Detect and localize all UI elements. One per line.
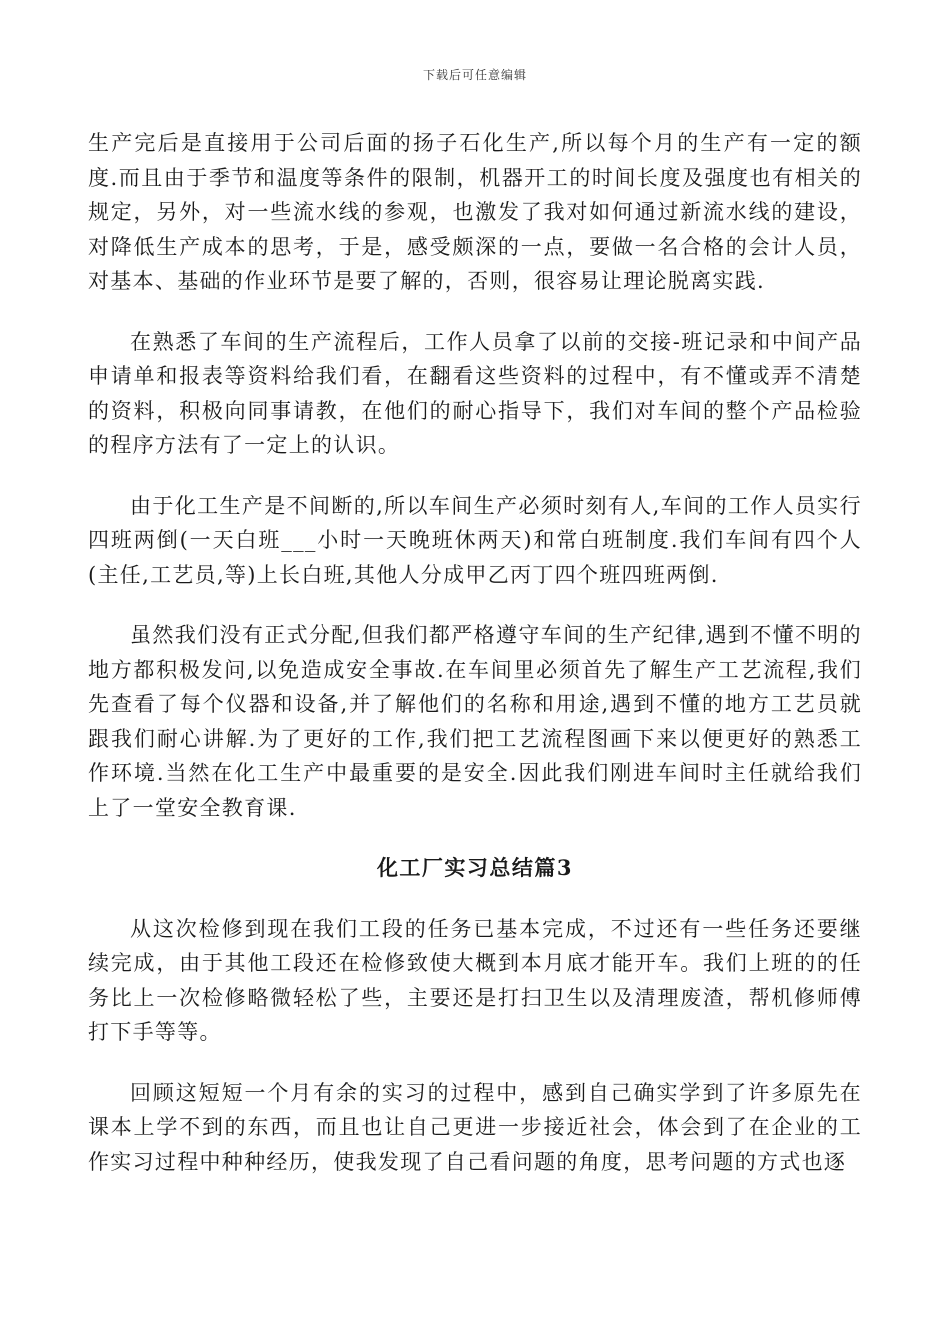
header-note: 下载后可任意编辑 [422,68,527,82]
paragraph-continuation: 生产完后是直接用于公司后面的扬子石化生产,所以每个月的生产有一定的额度.而且由于季节和温度等条件的限制，机器开工的时间长度及强度也有相关的规定，另外，对一些流水线的参观，也激发了我对如何通过新流水线的建设，对降低生产成本的思考，于是，感受颇深的一点，要做一名合格的会计人员，对基本、基础的作业环节是要了解的，否则，很容易让理论脱离实践. [88,131,862,293]
paragraph-workshop-process: 在熟悉了车间的生产流程后，工作人员拿了以前的交接-班记录和中间产品申请单和报表等资料给我们看，在翻看这些资料的过程中，有不懂或弄不清楚的资料，积极向同事请教，在他们的耐心指导下，我们对车间的整个产品检验的程序方法有了一定上的认识。 [88,329,862,457]
paragraph-safety-discipline: 虽然我们没有正式分配,但我们都严格遵守车间的生产纪律,遇到不懂不明的地方都积极发问,以免造成安全事故.在车间里必须首先了解生产工艺流程,我们先查看了每个仪器和设备,并了解他们的名称和用途,遇到不懂的地方工艺员就跟我们耐心讲解.为了更好的工作,我们把工艺流程图画下来以便更好的熟悉工作环境.当然在化工生产中最重要的是安全.因此我们刚进车间时主任就给我们上了一堂安全教育课. [88,623,862,820]
section-title: 化工厂实习总结篇3 [376,855,574,880]
document-body [88,126,862,1179]
paragraph-reflection: 回顾这短短一个月有余的实习的过程中，感到自己确实学到了许多原先在课本上学不到的东西，而且也让自己更进一步接近社会，体会到了在企业的工作实习过程中种种经历，使我发现了自己看问题的角度，思考问题的方式也逐 [88,1080,862,1174]
paragraph-maintenance-tasks: 从这次检修到现在我们工段的任务已基本完成，不过还有一些任务还要继续完成，由于其他工段还在检修致使大概到本月底才能开车。我们上班的的任务比上一次检修略微轻松了些，主要还是打扫卫生以及清理废渣，帮机修师傅打下手等等。 [88,916,862,1044]
paragraph-shift-schedule: 由于化工生产是不间断的,所以车间生产必须时刻有人,车间的工作人员实行四班两倒(一天白班___小时一天晚班休两天)和常白班制度.我们车间有四个人(主任,工艺员,等)上长白班,其他人分成甲乙丙丁四个班四班两倒. [88,493,862,587]
